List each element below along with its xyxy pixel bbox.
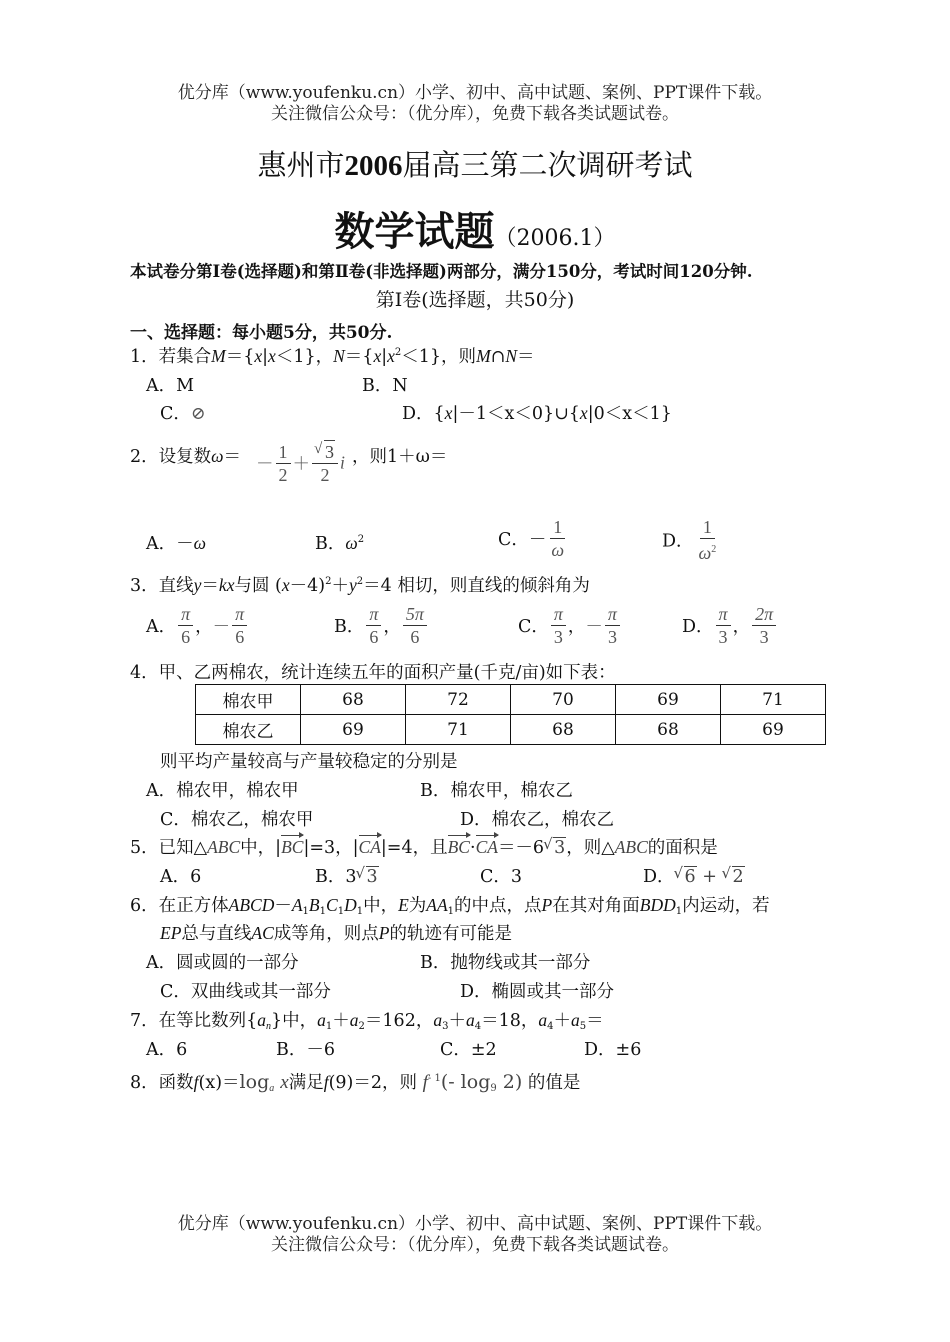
question-3: 3．直线y＝kx与圆 $(x-4)^2+y^2=4$ 相切，则直线的倾斜角为 xyxy=(130,575,590,596)
q4-option-a: A．棉农甲，棉农甲 xyxy=(146,781,299,801)
q1-option-d: D．{x|－1＜x＜0}∪{x|0＜x＜1} xyxy=(402,403,672,424)
q6-option-d: D．椭圆或其一部分 xyxy=(460,982,615,1002)
table-cell: 69 xyxy=(301,715,406,745)
table-cell: 68 xyxy=(616,715,721,745)
q3-option-c: C． $\frac{\pi}{3}$ ，－ $\frac{\pi}{3}$ xyxy=(518,603,622,648)
question-4: 4．甲、乙两棉农，统计连续五年的面积产量(千克/亩)如下表： xyxy=(130,663,616,683)
question-8: 8．函数$f(x)=\log_a$ x满足f(9)＝2，则 $f^{- 1}(-$ $\log_9 2$) 的值是 xyxy=(130,1071,581,1094)
q6-option-a: A．圆或圆的一部分 xyxy=(146,953,299,973)
question-5: 5．已知△ABC中，|BC|=3，|CA|=4，且BC·CA＝－6√ 3，则△ABC的面积是 xyxy=(130,834,718,859)
table-cell: 71 xyxy=(406,715,511,745)
part-1-heading: 第Ⅰ卷(选择题，共50分) xyxy=(375,289,575,311)
q2-option-c: C．－ $\frac{1}{\omega}$ xyxy=(498,517,565,560)
q1-option-c: C．⊘ xyxy=(160,404,206,424)
table-cell: 71 xyxy=(721,685,826,715)
q5-option-a: A．6 xyxy=(160,867,202,887)
footer-line-2: 关注微信公众号：（优分库），免费下载各类试题试卷。 xyxy=(271,1235,679,1255)
yield-table xyxy=(195,684,826,745)
exam-intro: 本试卷分第Ⅰ卷(选择题)和第Ⅱ卷(非选择题)两部分，满分150分，考试时间120分钟. xyxy=(130,262,753,281)
q5-option-d: D．√ 6 + √ 2 xyxy=(643,863,745,888)
table-cell: 69 xyxy=(616,685,721,715)
q6-option-b: B．抛物线或其一部分 xyxy=(420,953,591,973)
q3-option-b: B． $\frac{\pi}{6}$ ， $\frac{5\pi}{6}$ xyxy=(334,603,429,648)
q7-option-a: A．6 xyxy=(146,1040,188,1060)
q7-option-d: D．±6 xyxy=(584,1040,642,1060)
question-2-formula: － $\frac{1}{2}$ ＋ √ $\frac{3}{2}$ i xyxy=(256,440,345,486)
header-line-1: 优分库（www.youfenku.cn）小学、初中、高中试题、案例、PPT课件下载。 xyxy=(177,83,773,103)
table-cell: 72 xyxy=(406,685,511,715)
table-cell: 68 xyxy=(511,715,616,745)
q2-option-d: D． $\frac{1}{\omega^2}$ xyxy=(662,517,717,563)
header-line-2: 关注微信公众号：（优分库），免费下载各类试题试卷。 xyxy=(271,104,679,124)
table-cell: 70 xyxy=(511,685,616,715)
table-row-label: 棉农乙 xyxy=(196,715,301,745)
question-4-prompt: 则平均产量较高与产量较稳定的分别是 xyxy=(160,752,458,772)
table-cell: 68 xyxy=(301,685,406,715)
table-row-label: 棉农甲 xyxy=(196,685,301,715)
q3-option-a: A． $\frac{\pi}{6}$ ，－ $\frac{\pi}{6}$ xyxy=(146,603,249,648)
question-6-line-2: EP总与直线AC成等角，则点P的轨迹有可能是 xyxy=(160,923,512,944)
q1-option-b: B．N xyxy=(362,376,408,396)
q5-option-b: B．3√ 3 xyxy=(315,863,379,888)
table-row xyxy=(196,715,826,745)
question-2-stem: 2．设复数ω＝ xyxy=(130,446,241,467)
q7-option-c: C．±2 xyxy=(440,1040,497,1060)
q2-option-b: B．$\omega^2$ xyxy=(315,533,365,554)
footer-line-1: 优分库（www.youfenku.cn）小学、初中、高中试题、案例、PPT课件下载。 xyxy=(177,1214,773,1234)
table-cell: 69 xyxy=(721,715,826,745)
question-1: 1．若集合M＝{x|x＜1}，$N=\{x|x^2<1\}$，则M∩N＝ xyxy=(130,346,535,367)
question-7: 7．在等比数列$\{a_n\}$中，$a_1+a_2=162$，$a_3+a_4=18$，$a_4+a_5=$ xyxy=(130,1010,604,1032)
q3-option-d: D． $\frac{\pi}{3}$ ， $\frac{2\pi}{3}$ xyxy=(682,603,778,648)
q4-option-d: D．棉农乙，棉农乙 xyxy=(460,810,615,830)
q4-option-c: C．棉农乙，棉农甲 xyxy=(160,810,314,830)
table-row xyxy=(196,685,826,715)
question-2-tail: ，则1＋ω＝ xyxy=(352,447,448,467)
q1-option-a: A．M xyxy=(146,376,195,396)
q5-option-c: C．3 xyxy=(480,867,523,887)
q6-option-c: C．双曲线或其一部分 xyxy=(160,982,331,1002)
q7-option-b: B．－6 xyxy=(276,1040,335,1060)
subject-title: 数学试题（2006.1） xyxy=(334,209,616,255)
q2-option-a: A．－ω xyxy=(146,533,206,554)
section-1-heading: 一、选择题：每小题5分，共50分. xyxy=(130,323,393,343)
q4-option-b: B．棉农甲，棉农乙 xyxy=(420,781,573,801)
question-6-line-1: 6．在正方体$ABCD-A_1B_1C_1D_1$中，E为$AA_1$的中点，点P在其对角面$BDD_1$内运动，若 xyxy=(130,895,770,917)
exam-title: 惠州市2006届高三第二次调研考试 xyxy=(257,148,693,182)
